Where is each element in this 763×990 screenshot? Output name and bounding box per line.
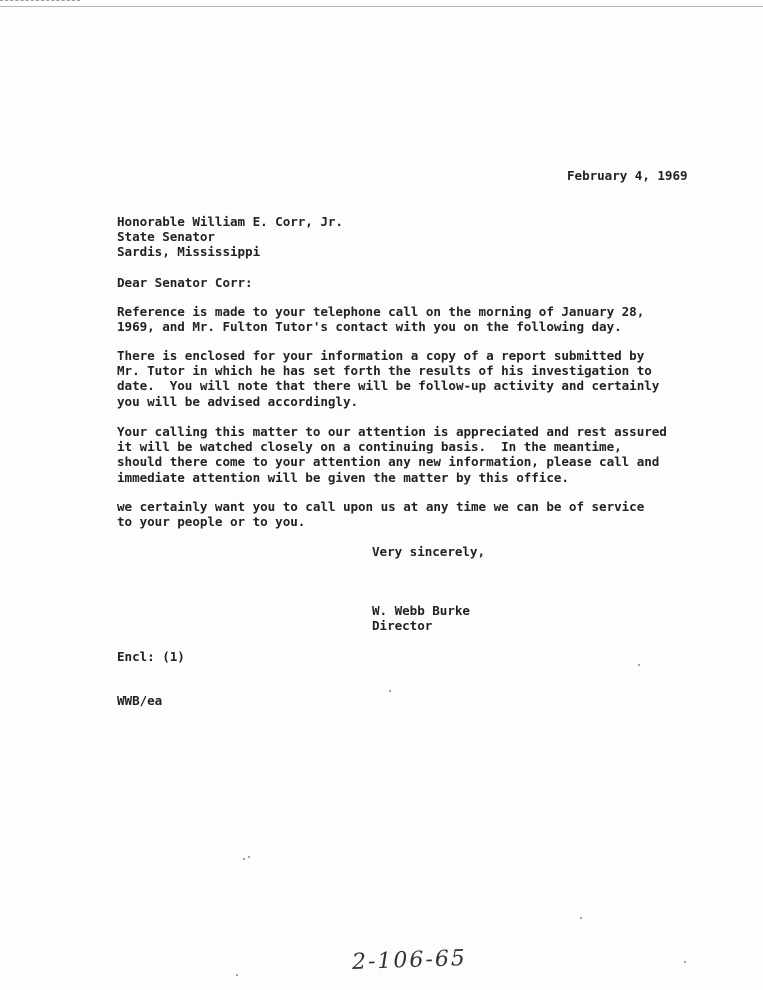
recipient-title: State Senator: [117, 229, 215, 245]
salutation: Dear Senator Corr:: [117, 275, 253, 290]
letter-date: February 4, 1969: [567, 168, 688, 183]
paragraph-line: should there come to your attention any new information, please call and: [117, 454, 660, 470]
signer-name: W. Webb Burke: [372, 603, 470, 618]
paragraph-line: Your calling this matter to our attention is appreciated and rest assured: [117, 424, 667, 439]
complimentary-close: Very sincerely,: [372, 544, 485, 559]
paragraph-line: immediate attention will be given the matter by this office.: [117, 469, 569, 485]
paragraph-line: There is enclosed for your information a copy of a report submitted by: [117, 348, 645, 363]
scan-speck: [243, 858, 245, 860]
scan-speck: [684, 961, 686, 963]
paragraph-line: date. You will note that there will be follow-up activity and certainly: [117, 378, 660, 394]
scan-speck: [580, 917, 582, 919]
enclosure-notation: Encl: (1): [117, 649, 185, 664]
scan-speck: [248, 856, 250, 858]
recipient-name: Honorable William E. Corr, Jr.: [117, 214, 343, 229]
paragraph-4: [117, 499, 644, 529]
paragraph-line: Mr. Tutor in which he has set forth the results of his investigation to: [117, 363, 652, 379]
paragraph-1: [117, 304, 644, 334]
paragraph-line: it will be watched closely on a continuing basis. In the meantime,: [117, 439, 622, 455]
paragraph-line: to your people or to you.: [117, 514, 306, 530]
paragraph-line: Reference is made to your telephone call on the morning of January 28,: [117, 304, 645, 319]
signature-block: [372, 603, 470, 633]
paragraph-line: we certainly want you to call upon us at any time we can be of service: [117, 499, 645, 514]
recipient-address: [117, 214, 343, 260]
scan-speck: [236, 974, 238, 976]
handwritten-file-number: 2-106-65: [351, 946, 468, 975]
paragraph-line: 1969, and Mr. Fulton Tutor's contact with you on the following day.: [117, 319, 622, 335]
reference-initials: WWB/ea: [117, 693, 163, 708]
recipient-location: Sardis, Mississippi: [117, 244, 261, 260]
top-edge-rule: [0, 6, 763, 7]
paragraph-2: [117, 348, 659, 409]
scan-speck: [389, 690, 391, 692]
top-edge-dashes: [0, 0, 80, 3]
paragraph-line: you will be advised accordingly.: [117, 393, 359, 409]
signer-title: Director: [372, 618, 433, 634]
scan-speck: [638, 664, 640, 666]
paragraph-3: [117, 424, 667, 485]
